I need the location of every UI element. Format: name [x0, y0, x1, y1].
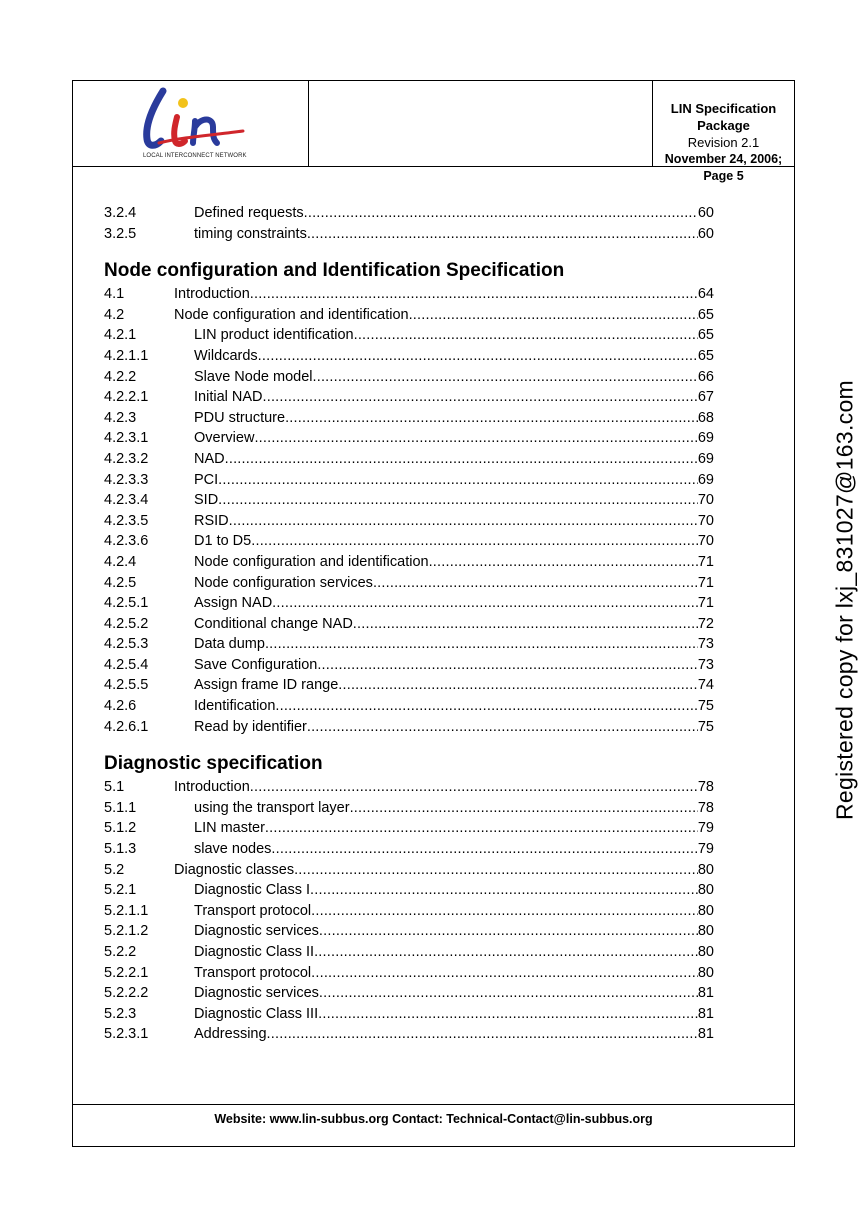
- toc-entry-number: 4.2.5.5: [104, 677, 149, 694]
- toc-entry-title: D1 to D5: [194, 533, 252, 550]
- toc-entry-number: 4.2.3.6: [104, 533, 149, 550]
- toc-entry-page: 78: [697, 779, 714, 796]
- toc-entry-number: 5.2: [104, 861, 125, 878]
- toc-entry[interactable]: [104, 573, 714, 594]
- toc-entry[interactable]: [104, 593, 714, 614]
- toc-dot-leader: [272, 593, 698, 614]
- toc-entry-title: Conditional change NAD: [194, 615, 353, 632]
- toc-entry-page: 65: [697, 347, 714, 364]
- toc-entry-number: 5.2.1.2: [104, 923, 149, 940]
- toc-entry-page: 79: [697, 841, 714, 858]
- toc-entry[interactable]: [104, 428, 714, 449]
- toc-entry-number: 4.2.1: [104, 327, 137, 344]
- toc-entry[interactable]: [104, 963, 714, 984]
- toc-entry-number: 3.2.4: [104, 205, 137, 221]
- watermark: Registered copy for lxj_831027@163.com: [831, 379, 858, 821]
- toc-dot-leader: [265, 634, 698, 655]
- toc-entry-number: 4.2.6: [104, 698, 137, 715]
- toc-dot-leader: [314, 942, 698, 963]
- toc-entry-title: Slave Node model: [194, 368, 313, 385]
- toc-entry-title: Transport protocol: [194, 964, 312, 981]
- toc-dot-leader: [304, 203, 698, 224]
- toc-entry-page: 70: [697, 533, 714, 550]
- toc-dot-leader: [250, 777, 698, 798]
- toc-entry[interactable]: [104, 203, 714, 224]
- toc-entry-title: Transport protocol: [194, 902, 312, 919]
- toc-entry-page: 75: [697, 718, 714, 735]
- toc-entry[interactable]: [104, 305, 714, 326]
- toc-entry[interactable]: [104, 325, 714, 346]
- toc-entry-number: 4.1: [104, 286, 125, 303]
- toc-entry-number: 4.2.5.3: [104, 636, 149, 653]
- toc-entry-page: 65: [697, 306, 714, 323]
- toc-entry-number: 5.2.2: [104, 944, 137, 960]
- toc-entry[interactable]: [104, 470, 714, 491]
- toc-entry[interactable]: [104, 1004, 714, 1025]
- toc-entry-page: 66: [697, 368, 714, 385]
- toc-entry-title: NAD: [194, 450, 225, 467]
- toc-entry-page: 69: [697, 430, 714, 447]
- page-footer: Website: www.lin-subbus.org Contact: Technical-Contact@lin-subbus.org: [73, 1104, 794, 1146]
- toc-entry-title: Assign frame ID range: [194, 677, 339, 694]
- toc-entry-number: 3.2.5: [104, 225, 137, 242]
- page-header: [73, 81, 794, 183]
- toc-entry-title: timing constraints: [194, 225, 307, 242]
- toc-dot-leader: [307, 224, 698, 245]
- toc-entry-number: 5.1.3: [104, 841, 137, 858]
- toc-entry-page: 80: [697, 902, 714, 919]
- toc-entry[interactable]: [104, 224, 714, 245]
- toc-entry-title: Initial NAD: [194, 389, 263, 406]
- toc-dot-leader: [307, 717, 698, 738]
- toc-dot-leader: [318, 1004, 698, 1025]
- toc-entry-page: 73: [697, 656, 714, 673]
- toc-entry-title: LIN master: [194, 820, 265, 837]
- toc-entry-title: Wildcards: [194, 347, 258, 364]
- toc-entry-title: Node configuration services: [194, 574, 373, 591]
- toc-entry-page: 68: [697, 409, 714, 426]
- toc-entry[interactable]: [104, 346, 714, 367]
- toc-entry-page: 60: [697, 205, 714, 221]
- toc-entry-title: Diagnostic services: [194, 985, 319, 1002]
- toc-entry-number: 5.2.3: [104, 1005, 137, 1022]
- toc-dot-leader: [250, 284, 698, 305]
- toc-entry[interactable]: [104, 511, 714, 532]
- toc-entry[interactable]: [104, 901, 714, 922]
- toc-dot-leader: [317, 655, 698, 676]
- toc-entry-number: 4.2.4: [104, 553, 137, 570]
- toc-dot-leader: [218, 470, 698, 491]
- toc-dot-leader: [409, 305, 698, 326]
- toc-dot-leader: [218, 490, 698, 511]
- toc-entry-page: 75: [697, 698, 714, 715]
- toc-dot-leader: [271, 839, 697, 860]
- toc-dot-leader: [294, 860, 698, 881]
- toc-entry-number: 4.2.3.3: [104, 471, 149, 488]
- toc-entry-number: 4.2: [104, 306, 125, 323]
- toc-entry-number: 4.2.2.1: [104, 389, 149, 406]
- toc-entry-page: 80: [697, 861, 714, 878]
- toc-entry-page: 72: [697, 615, 714, 632]
- toc-dot-leader: [338, 675, 698, 696]
- toc-entry[interactable]: [104, 387, 714, 408]
- toc-entry[interactable]: [104, 839, 714, 860]
- toc-entry-page: 71: [697, 574, 714, 591]
- toc-entry-number: 5.1.1: [104, 799, 137, 816]
- toc-entry-page: 79: [697, 820, 714, 837]
- logo-cell: [73, 81, 309, 166]
- toc-entry-number: 4.2.5.4: [104, 656, 149, 673]
- toc-entry-title: Save Configuration: [194, 656, 318, 673]
- toc-entry-title: PDU structure: [194, 409, 286, 426]
- toc-entry-number: 4.2.5.2: [104, 615, 149, 632]
- toc-entry-page: 69: [697, 450, 714, 467]
- toc-entry-page: 64: [697, 286, 714, 303]
- toc-entry[interactable]: [104, 860, 714, 881]
- toc-entry[interactable]: [104, 490, 714, 511]
- toc-entry-title: RSID: [194, 512, 229, 529]
- toc-entry-page: 81: [697, 1005, 714, 1022]
- toc-entry-number: 4.2.3.2: [104, 450, 149, 467]
- toc-entry-page: 70: [697, 492, 714, 509]
- toc-entry-page: 80: [697, 882, 714, 899]
- toc-entry-title: Assign NAD: [194, 595, 273, 612]
- toc-entry-page: 80: [697, 964, 714, 981]
- table-of-contents: [104, 203, 714, 1045]
- toc-entry[interactable]: [104, 717, 714, 738]
- toc-entry-number: 5.2.2.2: [104, 985, 149, 1002]
- lin-logo: [133, 87, 253, 153]
- toc-entry[interactable]: [104, 1024, 714, 1045]
- toc-entry-number: 4.2.3: [104, 409, 137, 426]
- toc-entry[interactable]: [104, 449, 714, 470]
- toc-dot-leader: [254, 428, 697, 449]
- toc-entry-page: 69: [697, 471, 714, 488]
- toc-entry-title: PCI: [194, 471, 219, 488]
- toc-entry-title: SID: [194, 492, 219, 509]
- toc-entry[interactable]: [104, 675, 714, 696]
- toc-entry[interactable]: [104, 777, 714, 798]
- toc-entry-title: Introduction: [174, 779, 250, 796]
- toc-entry-title: Diagnostic Class III: [194, 1005, 319, 1022]
- toc-entry-page: 80: [697, 944, 714, 960]
- toc-dot-leader: [313, 367, 698, 388]
- toc-entry-title: Addressing: [194, 1026, 267, 1043]
- toc-entry-page: 71: [697, 595, 714, 612]
- toc-dot-leader: [311, 963, 698, 984]
- toc-dot-leader: [350, 798, 698, 819]
- toc-entry-number: 4.2.5: [104, 574, 137, 591]
- toc-entry-number: 4.2.3.5: [104, 512, 149, 529]
- toc-entry-page: 65: [697, 327, 714, 344]
- toc-entry-title: Node configuration and identification: [194, 553, 429, 570]
- toc-dot-leader: [310, 880, 698, 901]
- package-title: LIN Specification Package: [670, 101, 777, 133]
- toc-entry-number: 5.2.1: [104, 882, 137, 899]
- toc-entry-page: 67: [697, 389, 714, 406]
- toc-entry[interactable]: [104, 634, 714, 655]
- toc-entry[interactable]: [104, 818, 714, 839]
- toc-dot-leader: [229, 511, 698, 532]
- toc-entry-page: 81: [697, 985, 714, 1002]
- toc-dot-leader: [319, 983, 698, 1004]
- toc-entry-number: 5.1.2: [104, 820, 137, 837]
- toc-entry-page: 73: [697, 636, 714, 653]
- toc-entry-number: 4.2.3.4: [104, 492, 149, 509]
- toc-dot-leader: [311, 901, 698, 922]
- toc-entry-title: Diagnostic Class II: [194, 944, 315, 960]
- toc-entry-title: Identification: [194, 698, 276, 715]
- toc-entry-page: 74: [697, 677, 714, 694]
- toc-entry-number: 4.2.6.1: [104, 718, 149, 735]
- toc-entry[interactable]: [104, 367, 714, 388]
- toc-entry-page: 71: [697, 553, 714, 570]
- toc-entry[interactable]: [104, 552, 714, 573]
- toc-entry[interactable]: [104, 942, 714, 963]
- toc-entry-page: 78: [697, 799, 714, 816]
- toc-entry[interactable]: [104, 655, 714, 676]
- logo-caption: LOCAL INTERCONNECT NETWORK: [143, 153, 247, 159]
- section-heading-diagnostic: Diagnostic specification: [104, 753, 323, 775]
- toc-entry[interactable]: [104, 531, 714, 552]
- toc-entry-title: Diagnostic classes: [174, 861, 295, 878]
- toc-dot-leader: [225, 449, 698, 470]
- toc-entry[interactable]: [104, 983, 714, 1004]
- toc-dot-leader: [265, 818, 698, 839]
- toc-entry-title: Diagnostic services: [194, 923, 319, 940]
- toc-entry-number: 4.2.1.1: [104, 347, 149, 364]
- header-info-cell: [653, 81, 794, 183]
- toc-entry[interactable]: [104, 284, 714, 305]
- toc-entry-number: 4.2.3.1: [104, 430, 149, 447]
- toc-dot-leader: [267, 1024, 698, 1045]
- toc-entry-page: 70: [697, 512, 714, 529]
- toc-entry-page: 80: [697, 923, 714, 940]
- toc-dot-leader: [319, 921, 698, 942]
- page-frame: [72, 80, 795, 1147]
- toc-entry[interactable]: [104, 798, 714, 819]
- toc-entry-title: Data dump: [194, 636, 265, 653]
- toc-dot-leader: [353, 614, 698, 635]
- toc-entry-number: 5.2.3.1: [104, 1026, 149, 1043]
- toc-dot-leader: [373, 573, 698, 594]
- toc-dot-leader: [251, 531, 698, 552]
- toc-entry[interactable]: [104, 880, 714, 901]
- toc-dot-leader: [429, 552, 698, 573]
- toc-entry-title: Introduction: [174, 286, 250, 303]
- toc-dot-leader: [258, 346, 698, 367]
- toc-entry-title: LIN product identification: [194, 327, 354, 344]
- toc-entry-number: 4.2.2: [104, 368, 137, 385]
- toc-entry-number: 4.2.5.1: [104, 595, 149, 612]
- toc-entry-title: Node configuration and identification: [174, 306, 409, 323]
- header-middle-cell: [309, 81, 653, 166]
- toc-entry-title: Read by identifier: [194, 718, 307, 735]
- section-heading-node: Node configuration and Identification Specification: [104, 260, 565, 282]
- toc-dot-leader: [354, 325, 698, 346]
- toc-entry-number: 5.2.1.1: [104, 902, 149, 919]
- date-page: November 24, 2006; Page 5: [664, 152, 783, 183]
- toc-entry-title: Overview: [194, 430, 255, 447]
- toc-entry-page: 81: [697, 1026, 714, 1043]
- toc-entry[interactable]: [104, 921, 714, 942]
- toc-entry-number: 5.2.2.1: [104, 964, 149, 981]
- toc-dot-leader: [285, 408, 698, 429]
- toc-entry-title: using the transport layer: [194, 799, 350, 816]
- toc-entry-page: 60: [697, 225, 714, 242]
- toc-entry-number: 5.1: [104, 779, 125, 796]
- revision: Revision 2.1: [687, 135, 760, 150]
- toc-dot-leader: [263, 387, 698, 408]
- toc-entry[interactable]: [104, 408, 714, 429]
- toc-entry-title: slave nodes: [194, 841, 272, 858]
- toc-entry-title: Defined requests: [194, 205, 304, 221]
- toc-entry-title: Diagnostic Class I: [194, 882, 311, 899]
- toc-entry[interactable]: [104, 614, 714, 635]
- toc-entry[interactable]: [104, 696, 714, 717]
- toc-dot-leader: [275, 696, 697, 717]
